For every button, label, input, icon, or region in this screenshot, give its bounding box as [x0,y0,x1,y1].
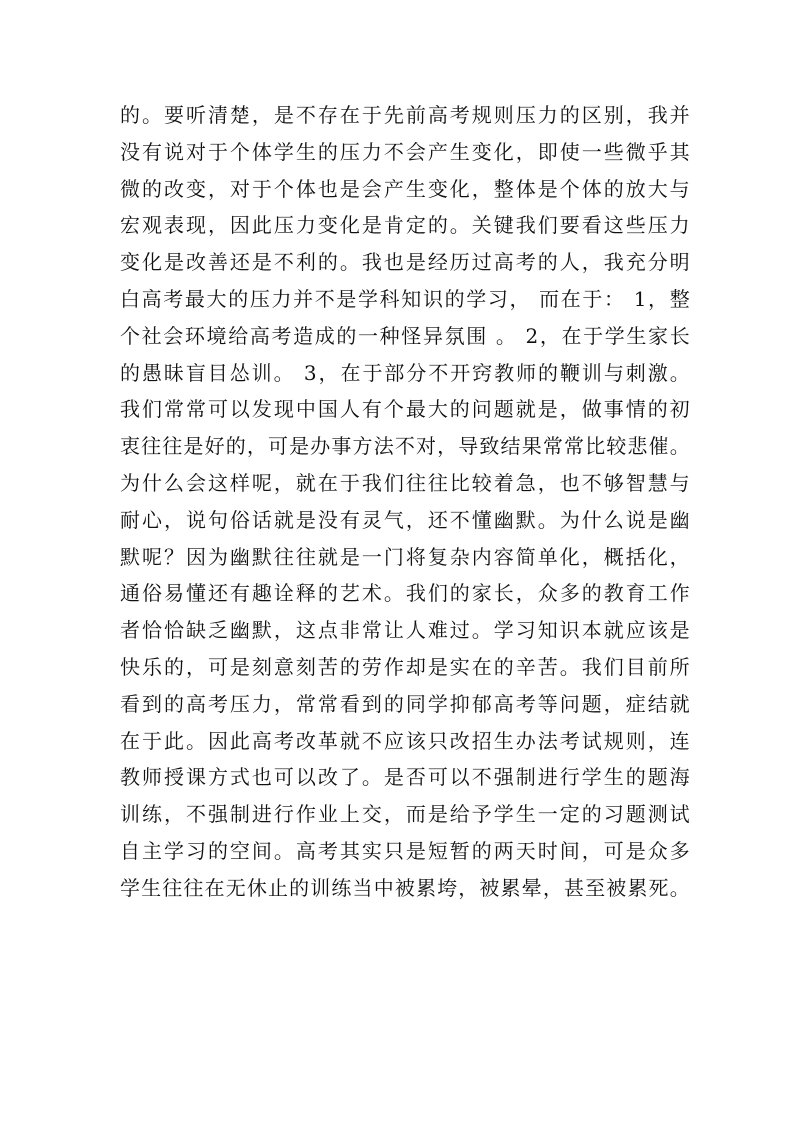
text-line: 白高考最大的压力并不是学科知识的学习， 而在于： 1，整 [120,286,690,311]
text-line: 默呢？因为幽默往往就是一门将复杂内容简单化，概括化， [120,544,690,569]
text-line: 在于此。因此高考改革就不应该只改招生办法考试规则，连 [120,728,690,753]
text-line: 者恰恰缺乏幽默，这点非常让人难过。学习知识本就应该是 [120,618,690,643]
text-line: 耐心，说句俗话就是没有灵气，还不懂幽默。为什么说是幽 [120,507,690,532]
text-line: 教师授课方式也可以改了。是否可以不强制进行学生的题海 [120,765,690,790]
text-line: 学生往往在无休止的训练当中被累垮，被累晕，甚至被累死。 [120,875,690,900]
text-line: 快乐的，可是刻意刻苦的劳作却是实在的辛苦。我们目前所 [120,654,690,679]
text-line: 的愚昧盲目怂训。 3，在于部分不开窍教师的鞭训与刺激。 [120,360,690,385]
text-line: 为什么会这样呢，就在于我们往往比较着急，也不够智慧与 [120,470,690,495]
text-line: 训练，不强制进行作业上交，而是给予学生一定的习题测试 [120,802,690,827]
body-paragraph [120,97,690,907]
text-line: 的。要听清楚，是不存在于先前高考规则压力的区别，我并 [120,103,690,127]
text-line: 变化是改善还是不利的。我也是经历过高考的人，我充分明 [120,250,690,275]
text-line: 我们常常可以发现中国人有个最大的问题就是，做事情的初 [120,397,690,422]
text-line: 宏观表现，因此压力变化是肯定的。关键我们要看这些压力 [120,213,690,238]
text-line: 看到的高考压力，常常看到的同学抑郁高考等问题，症结就 [120,691,690,716]
text-line: 个社会环境给高考造成的一种怪异氛围 。 2，在于学生家长 [120,323,690,348]
text-line: 衷往往是好的，可是办事方法不对，导致结果常常比较悲催。 [120,434,690,459]
text-line: 微的改变，对于个体也是会产生变化，整体是个体的放大与 [120,176,690,201]
text-line: 没有说对于个体学生的压力不会产生变化，即使一些微乎其 [120,139,690,164]
text-line: 自主学习的空间。高考其实只是短暂的两天时间，可是众多 [120,838,690,863]
text-line: 通俗易懂还有趣诠释的艺术。我们的家长，众多的教育工作 [120,581,690,606]
